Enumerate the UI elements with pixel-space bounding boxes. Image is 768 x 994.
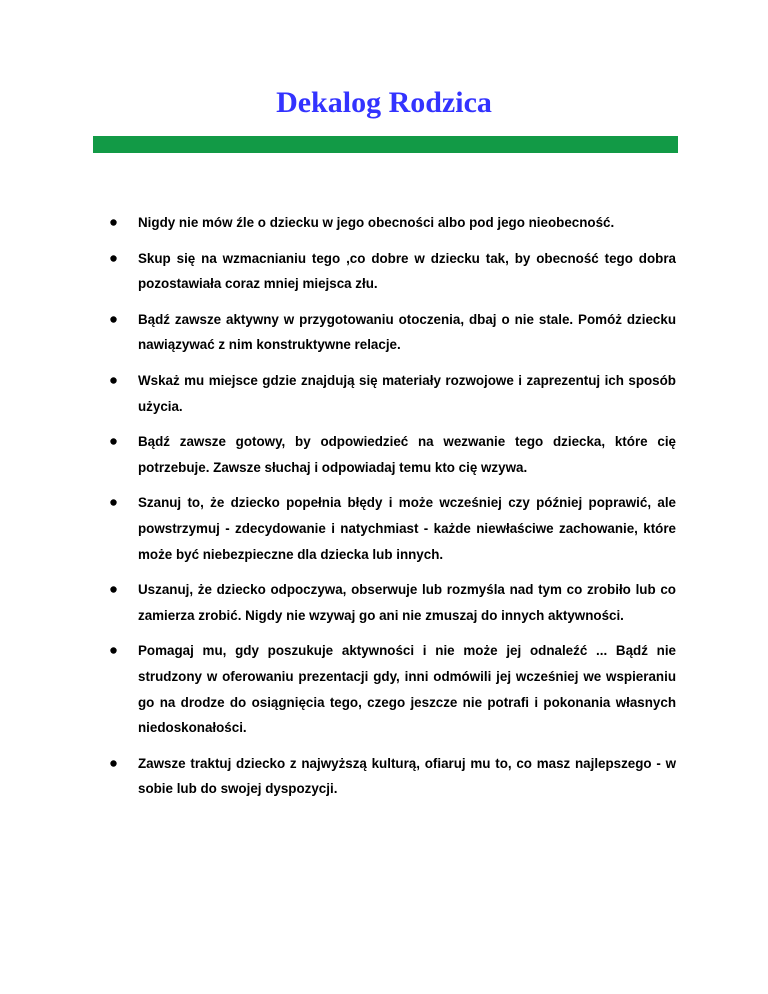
list-item — [108, 429, 676, 480]
bullet-icon — [110, 219, 117, 226]
bullet-icon — [110, 255, 117, 262]
list-item — [108, 490, 676, 567]
list-item-text: Pomagaj mu, gdy poszukuje aktywności i nie może jej odnaleźć ... Bądź nie strudzony w oferowaniu prezentacji gdy, inni odmówili jej wcześniej we wspieraniu go na drodze do osiągnięcia tego, czego jeszcze nie potrafi i pokonania własnych niedoskonałości. — [138, 643, 676, 736]
bullet-icon — [110, 647, 117, 654]
bullet-icon — [110, 760, 117, 767]
list-item-text: Bądź zawsze gotowy, by odpowiedzieć na wezwanie tego dziecka, które cię potrzebuje. Zawsze słuchaj i odpowiadaj temu kto cię wzywa. — [138, 434, 676, 475]
bullet-icon — [110, 438, 117, 445]
list-item-text: Uszanuj, że dziecko odpoczywa, obserwuje lub rozmyśla nad tym co zrobiło lub co zamierza zrobić. Nigdy nie wzywaj go ani nie zmuszaj do innych aktywności. — [138, 582, 676, 623]
bullet-icon — [110, 499, 117, 506]
list-item — [108, 210, 676, 236]
list-item — [108, 307, 676, 358]
list-item-text: Bądź zawsze aktywny w przygotowaniu otoczenia, dbaj o nie stale. Pomóż dziecku nawiązywać z nim konstruktywne relacje. — [138, 311, 676, 353]
list-item — [108, 246, 676, 297]
list-item-text: Skup się na wzmacnianiu tego ,co dobre w dziecku tak, by obecność tego dobra pozostawiała coraz mniej miejsca złu. — [138, 250, 676, 292]
bullet-icon — [110, 316, 117, 323]
list-item — [108, 751, 676, 802]
list-item-text: Szanuj to, że dziecko popełnia błędy i może wcześniej czy później poprawić, ale powstrzymuj - zdecydowanie i natychmiast - każde niewłaściwe zachowanie, które może być niebezpieczne dla dziecka lub innych. — [138, 495, 676, 562]
list-item — [108, 638, 676, 740]
bullet-icon — [110, 586, 117, 593]
list-item-text: Zawsze traktuj dziecko z najwyższą kulturą, ofiaruj mu to, co masz najlepszego - w sobie lub do swojej dyspozycji. — [138, 755, 676, 797]
bullet-icon — [110, 377, 117, 384]
list-item-text: Wskaż mu miejsce gdzie znajdują się materiały rozwojowe i zaprezentuj ich sposób użycia. — [138, 372, 676, 414]
green-divider-bar — [93, 136, 678, 153]
list-item — [108, 368, 676, 419]
list-item — [108, 577, 676, 628]
decalogue-list — [108, 210, 676, 812]
list-item-text: Nigdy nie mów źle o dziecku w jego obecności albo pod jego nieobecność. — [138, 215, 615, 230]
page-title: Dekalog Rodzica — [276, 86, 492, 119]
green-bar-fill — [93, 136, 678, 153]
